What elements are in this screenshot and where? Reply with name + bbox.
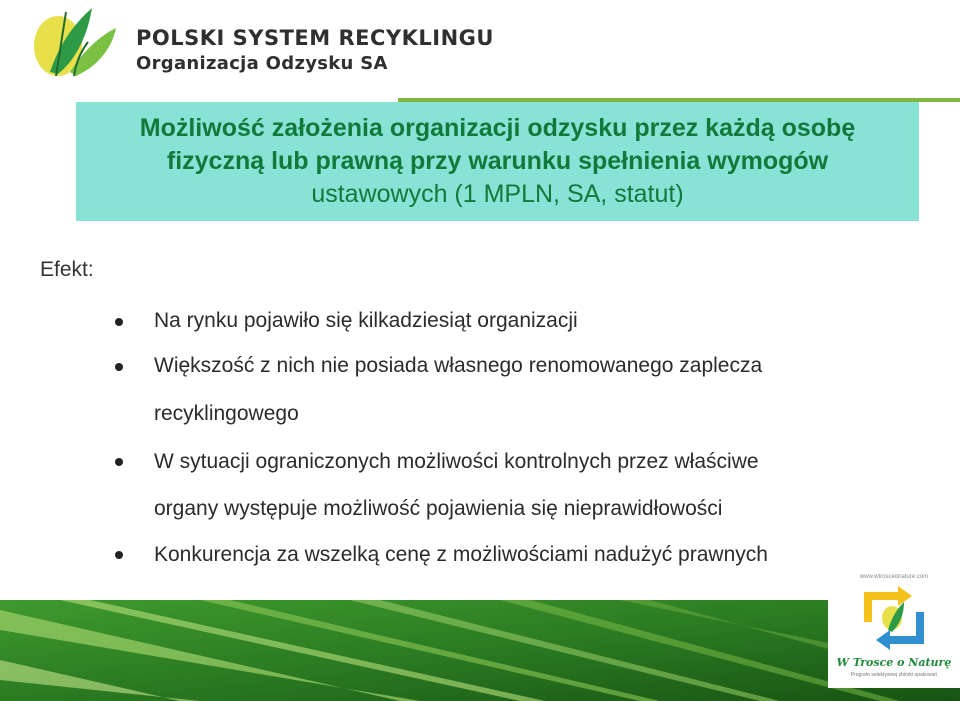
leaf-photo-image [0,600,960,701]
bullet-item-3-line-1: W sytuacji ograniczonych możliwości kontrolnych przez właściwe [154,450,759,473]
slide-title-line-1: Możliwość założenia organizacji odzysku przez każdą osobę [139,114,856,142]
bullet-item-3-line-2: organy występuje możliwość pojawienia się nieprawidłowości [154,497,723,520]
badge-script-text: W Trosce o Naturę [836,656,952,669]
header [0,0,960,100]
slide-title-line-2: fizyczną lub prawną przy warunku spełnienia wymogów [166,147,829,175]
bullet-item-1: Na rynku pojawiło się kilkadziesiąt organizacji [154,309,578,332]
badge-url: www.wtrosceonature.com [859,574,929,580]
bullet-dot [115,318,123,326]
logo-title: POLSKI SYSTEM RECYKLINGU [136,26,494,50]
slide-title-line-3: ustawowych (1 MPLN, SA, statut) [311,180,684,208]
logo-subtitle: Organizacja Odzysku SA [136,53,388,74]
recycling-arrows-icon [858,582,930,654]
effect-label: Efekt: [40,258,94,281]
psr-leaf-logo-icon [30,2,122,90]
bullet-item-2-line-1: Większość z nich nie posiada własnego renomowanego zaplecza [154,354,763,377]
bullet-item-2-line-2: recyklingowego [154,402,299,425]
bullet-dot [115,551,123,559]
bullet-dot [115,363,123,371]
bullet-dot [115,458,123,466]
badge-caption: Program selektywnej zbiórki opakowań [850,672,938,678]
slide-title-box [76,102,919,221]
bullet-item-4: Konkurencja za wszelką cenę z możliwościami nadużyć prawnych [154,543,768,566]
leaf-photo-band [0,600,960,701]
campaign-badge [828,568,960,688]
